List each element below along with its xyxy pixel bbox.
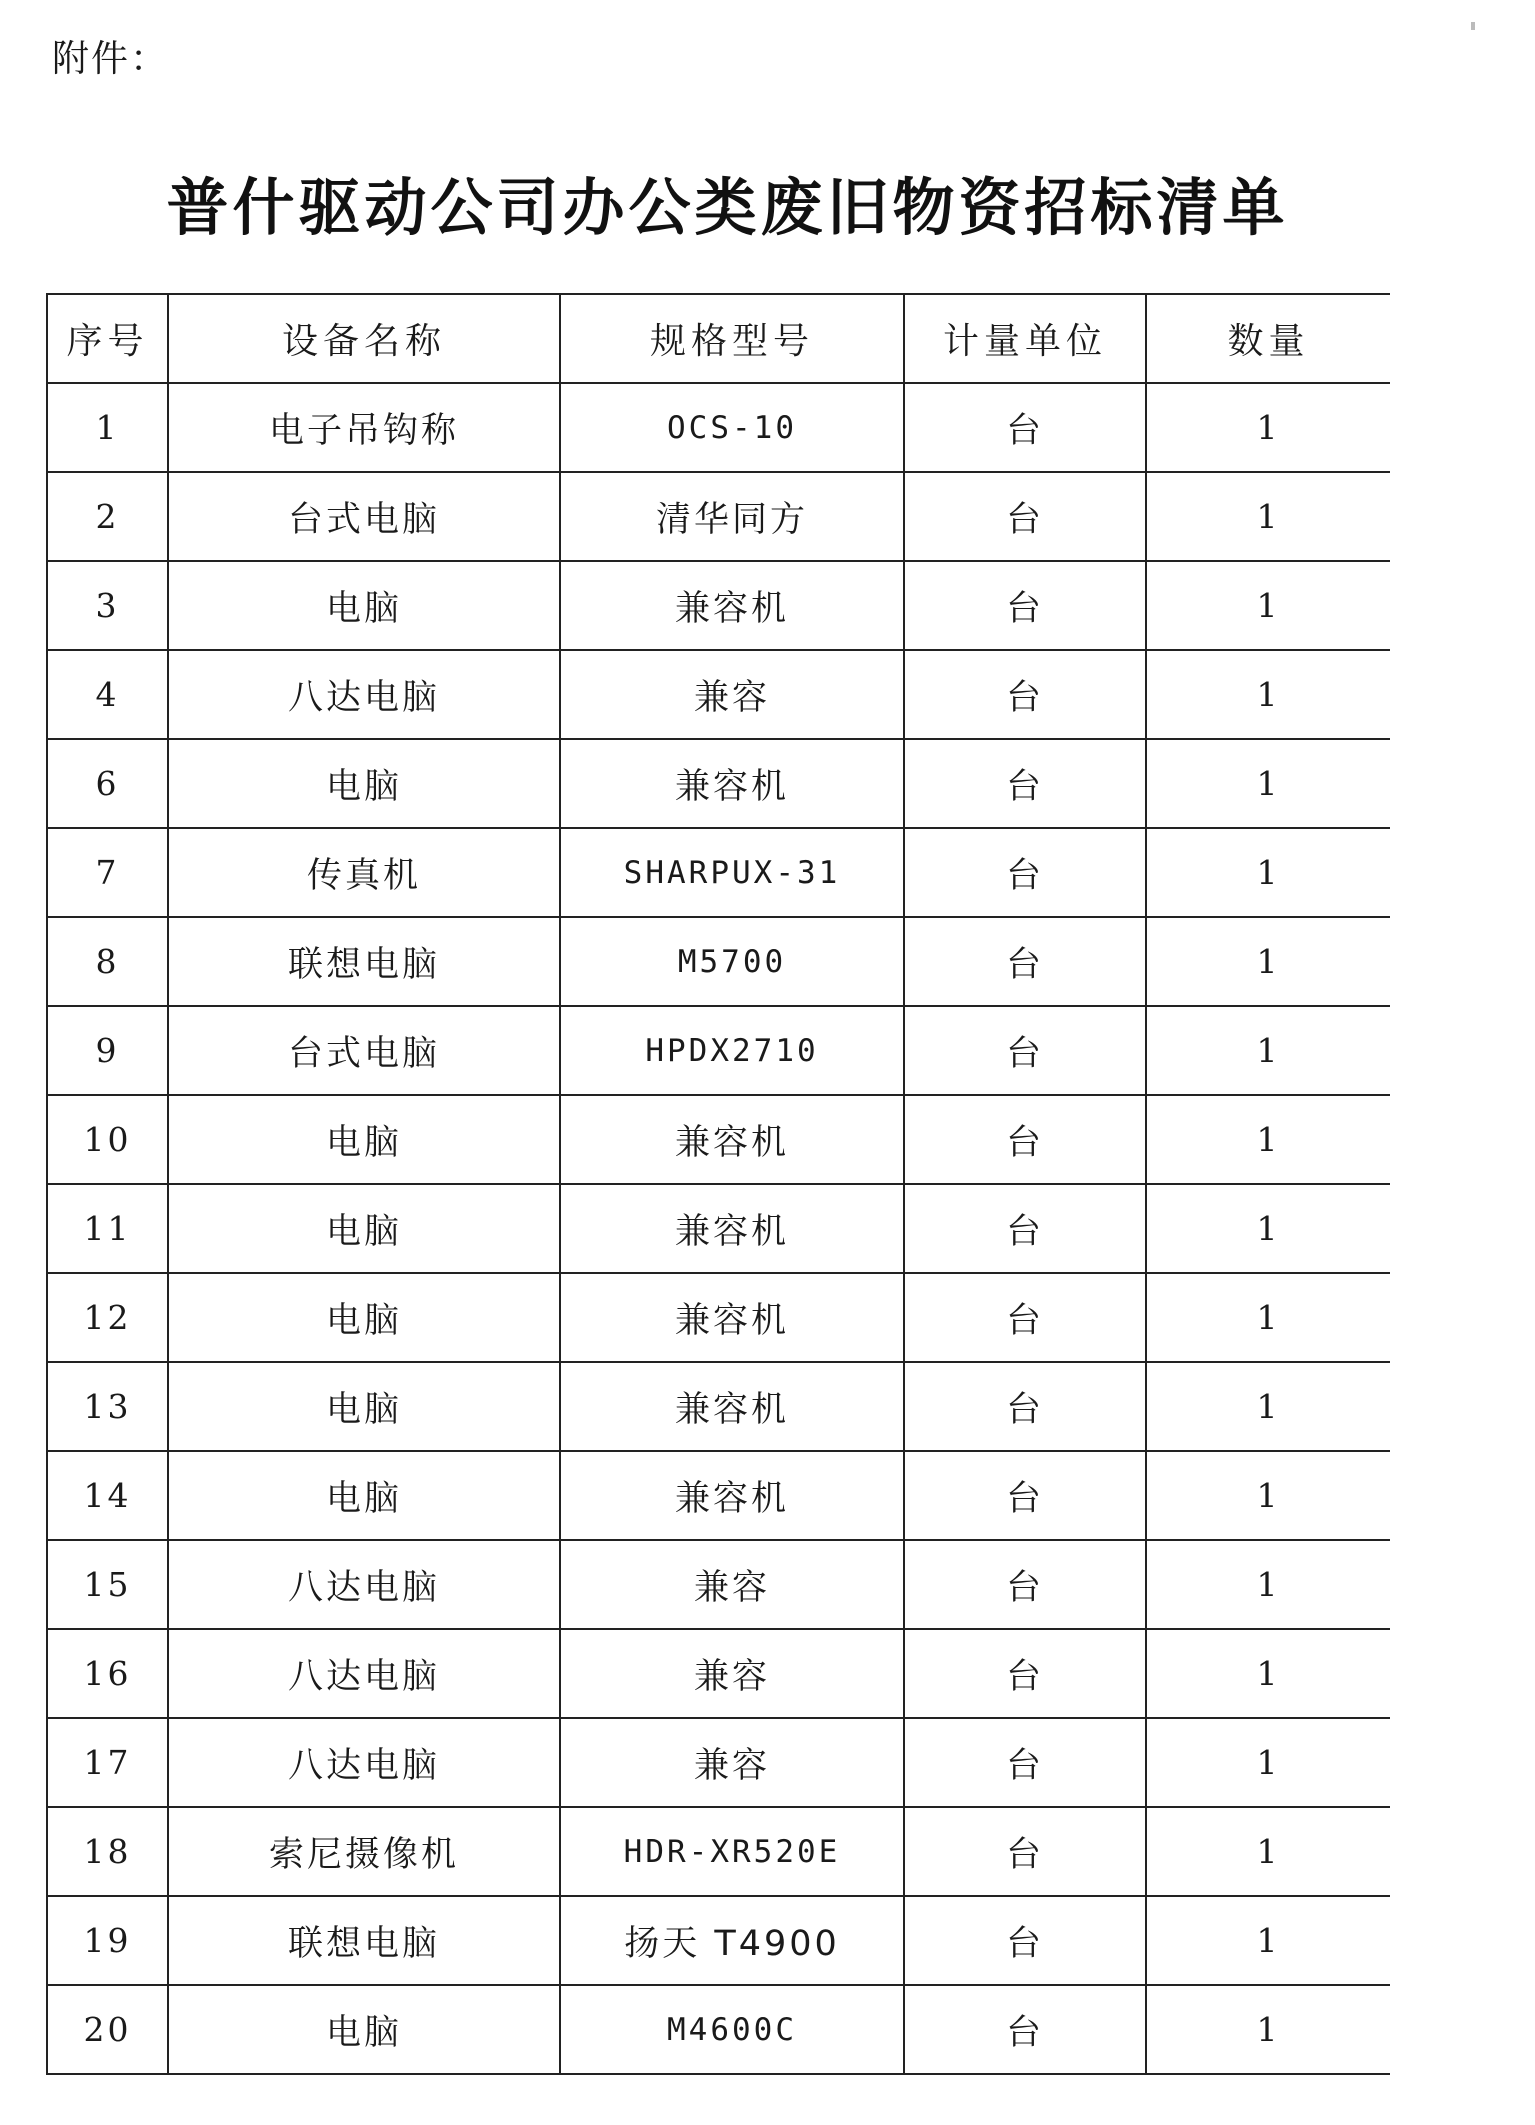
table-row <box>47 1006 1390 1095</box>
header-equipment-name: 设备名称 <box>168 294 560 383</box>
cell-unit: 台 <box>904 1718 1146 1807</box>
cell-model-spec: HDR-XR520E <box>560 1807 904 1896</box>
header-serial-number: 序号 <box>47 294 168 383</box>
cell-unit: 台 <box>904 1362 1146 1451</box>
cell-quantity: 1 <box>1146 561 1390 650</box>
table-row <box>47 917 1390 1006</box>
table-row <box>47 1985 1390 2074</box>
cell-unit: 台 <box>904 1985 1146 2074</box>
cell-quantity: 1 <box>1146 472 1390 561</box>
cell-unit: 台 <box>904 917 1146 1006</box>
cell-equipment-name: 八达电脑 <box>168 1629 560 1718</box>
cell-model-spec: 兼容 <box>560 1629 904 1718</box>
table-row <box>47 1095 1390 1184</box>
cell-quantity: 1 <box>1146 1896 1390 1985</box>
header-quantity: 数量 <box>1146 294 1390 383</box>
document-title: 普什驱动公司办公类废旧物资招标清单 <box>166 171 1289 244</box>
cell-model-spec: 兼容机 <box>560 1184 904 1273</box>
table-row <box>47 1184 1390 1273</box>
cell-serial-number: 13 <box>47 1362 168 1451</box>
cell-serial-number: 12 <box>47 1273 168 1362</box>
cell-model-spec: 兼容 <box>560 1718 904 1807</box>
cell-serial-number: 4 <box>47 650 168 739</box>
cell-serial-number: 18 <box>47 1807 168 1896</box>
table-row <box>47 383 1390 472</box>
cell-equipment-name: 台式电脑 <box>168 1006 560 1095</box>
cell-unit: 台 <box>904 383 1146 472</box>
cell-serial-number: 20 <box>47 1985 168 2074</box>
table-body <box>47 383 1390 2074</box>
cell-model-spec: 兼容机 <box>560 1362 904 1451</box>
cell-quantity: 1 <box>1146 739 1390 828</box>
table-row <box>47 1629 1390 1718</box>
cell-unit: 台 <box>904 1184 1146 1273</box>
cell-model-spec: 兼容机 <box>560 1451 904 1540</box>
cell-serial-number: 16 <box>47 1629 168 1718</box>
inventory-table-container <box>46 293 1390 2125</box>
cell-equipment-name: 联想电脑 <box>168 917 560 1006</box>
header-unit: 计量单位 <box>904 294 1146 383</box>
cell-unit: 台 <box>904 1896 1146 1985</box>
cell-model-spec: 扬天 T4900 <box>560 1896 904 1985</box>
cell-unit: 台 <box>904 1451 1146 1540</box>
cell-serial-number: 17 <box>47 1718 168 1807</box>
cell-equipment-name: 八达电脑 <box>168 1540 560 1629</box>
cell-quantity: 1 <box>1146 917 1390 1006</box>
cell-quantity: 1 <box>1146 1451 1390 1540</box>
cell-equipment-name: 电脑 <box>168 1184 560 1273</box>
table-row <box>47 1896 1390 1985</box>
table-row <box>47 561 1390 650</box>
cell-model-spec: 兼容机 <box>560 561 904 650</box>
cell-quantity: 1 <box>1146 1807 1390 1896</box>
cell-unit: 台 <box>904 561 1146 650</box>
cell-quantity: 1 <box>1146 1095 1390 1184</box>
cell-equipment-name: 索尼摄像机 <box>168 1807 560 1896</box>
cell-serial-number: 14 <box>47 1451 168 1540</box>
cell-serial-number: 10 <box>47 1095 168 1184</box>
cell-serial-number: 2 <box>47 472 168 561</box>
scan-speck <box>1471 22 1475 30</box>
cell-unit: 台 <box>904 1006 1146 1095</box>
cell-serial-number: 19 <box>47 1896 168 1985</box>
cell-quantity: 1 <box>1146 650 1390 739</box>
cell-equipment-name: 电子吊钩称 <box>168 383 560 472</box>
cell-model-spec: 清华同方 <box>560 472 904 561</box>
cell-equipment-name: 电脑 <box>168 739 560 828</box>
cell-serial-number: 3 <box>47 561 168 650</box>
table-row <box>47 1451 1390 1540</box>
table-row <box>47 472 1390 561</box>
inventory-table <box>46 293 1390 2075</box>
cell-model-spec: OCS-10 <box>560 383 904 472</box>
cell-model-spec: M4600C <box>560 1985 904 2074</box>
table-row <box>47 1362 1390 1451</box>
cell-quantity: 1 <box>1146 1273 1390 1362</box>
cell-unit: 台 <box>904 828 1146 917</box>
cell-unit: 台 <box>904 1273 1146 1362</box>
cell-unit: 台 <box>904 1629 1146 1718</box>
table-row <box>47 1540 1390 1629</box>
cell-model-spec: SHARPUX-31 <box>560 828 904 917</box>
cell-equipment-name: 台式电脑 <box>168 472 560 561</box>
cell-serial-number: 7 <box>47 828 168 917</box>
cell-model-spec: 兼容机 <box>560 1095 904 1184</box>
table-row <box>47 739 1390 828</box>
cell-quantity: 1 <box>1146 1629 1390 1718</box>
cell-quantity: 1 <box>1146 1718 1390 1807</box>
cell-equipment-name: 电脑 <box>168 1095 560 1184</box>
cell-equipment-name: 电脑 <box>168 1362 560 1451</box>
table-row <box>47 650 1390 739</box>
cell-unit: 台 <box>904 1095 1146 1184</box>
cell-quantity: 1 <box>1146 1006 1390 1095</box>
table-row <box>47 828 1390 917</box>
cell-model-spec: 兼容机 <box>560 739 904 828</box>
table-header-row <box>47 294 1390 383</box>
cell-quantity: 1 <box>1146 1362 1390 1451</box>
cell-equipment-name: 八达电脑 <box>168 1718 560 1807</box>
cell-unit: 台 <box>904 739 1146 828</box>
cell-equipment-name: 传真机 <box>168 828 560 917</box>
header-model-spec: 规格型号 <box>560 294 904 383</box>
cell-serial-number: 6 <box>47 739 168 828</box>
cell-equipment-name: 电脑 <box>168 1273 560 1362</box>
cell-quantity: 1 <box>1146 1540 1390 1629</box>
cell-equipment-name: 电脑 <box>168 1451 560 1540</box>
cell-model-spec: 兼容 <box>560 1540 904 1629</box>
attachment-label: 附件： <box>52 37 169 80</box>
cell-model-spec: HPDX2710 <box>560 1006 904 1095</box>
cell-model-spec: 兼容 <box>560 650 904 739</box>
cell-unit: 台 <box>904 1807 1146 1896</box>
cell-serial-number: 15 <box>47 1540 168 1629</box>
cell-unit: 台 <box>904 650 1146 739</box>
cell-equipment-name: 联想电脑 <box>168 1896 560 1985</box>
cell-serial-number: 1 <box>47 383 168 472</box>
cell-equipment-name: 电脑 <box>168 561 560 650</box>
table-row <box>47 1807 1390 1896</box>
cell-quantity: 1 <box>1146 1184 1390 1273</box>
cell-serial-number: 9 <box>47 1006 168 1095</box>
table-row <box>47 1718 1390 1807</box>
table-row <box>47 1273 1390 1362</box>
cell-quantity: 1 <box>1146 1985 1390 2074</box>
cell-model-spec: M5700 <box>560 917 904 1006</box>
cell-quantity: 1 <box>1146 383 1390 472</box>
cell-quantity: 1 <box>1146 828 1390 917</box>
cell-unit: 台 <box>904 1540 1146 1629</box>
cell-unit: 台 <box>904 472 1146 561</box>
cell-equipment-name: 电脑 <box>168 1985 560 2074</box>
cell-serial-number: 11 <box>47 1184 168 1273</box>
cell-model-spec: 兼容机 <box>560 1273 904 1362</box>
cell-equipment-name: 八达电脑 <box>168 650 560 739</box>
cell-serial-number: 8 <box>47 917 168 1006</box>
